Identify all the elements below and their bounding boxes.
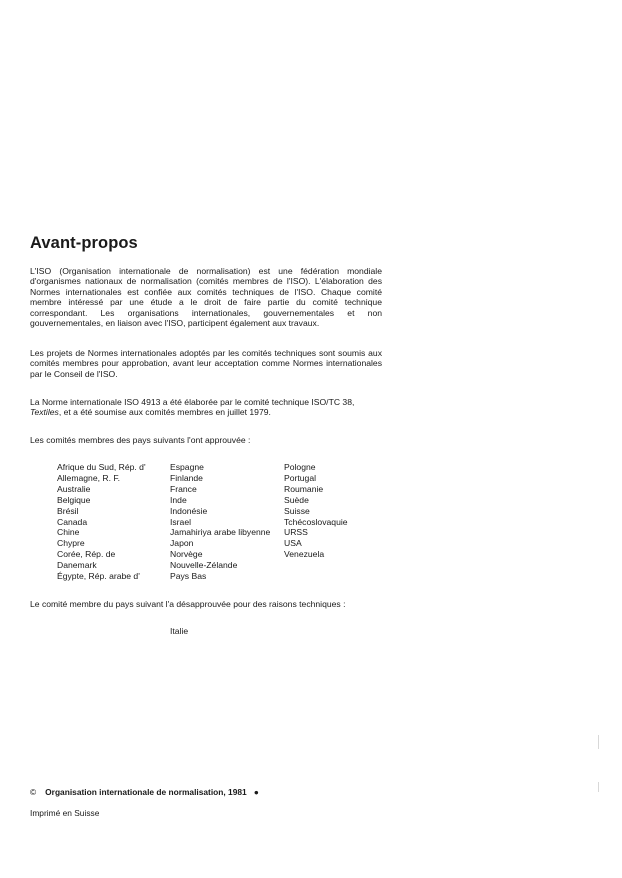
country-item: Roumanie (284, 483, 324, 494)
scan-edge-mark (598, 782, 599, 792)
country-item: Danemark (57, 560, 97, 571)
country-item: Finlande (170, 472, 203, 483)
country-item: Égypte, Rép. arabe d' (57, 571, 140, 582)
country-item: Afrique du Sud, Rép. d' (57, 462, 146, 472)
page-heading: Avant-propos (30, 234, 138, 252)
country-item: Nouvelle-Zélande (170, 560, 238, 571)
country-item: Brésil (57, 505, 79, 516)
country-item: Pays Bas (170, 571, 207, 582)
country-item: Chypre (57, 538, 85, 549)
approvers-intro: Les comités membres des pays suivants l'ont approuvée : (30, 435, 251, 445)
bullet-icon: ● (253, 787, 259, 797)
country-item: Japon (170, 538, 194, 549)
disapproving-country: Italie (170, 626, 189, 636)
country-item: Suisse (284, 505, 310, 516)
country-item: Israel (170, 516, 192, 527)
origin-text-end: , et a été soumise aux comités membres en juillet 1979. (58, 407, 271, 418)
country-column-3 (284, 462, 348, 560)
country-item: Jamahiriya arabe libyenne (170, 527, 271, 538)
country-item: Chine (57, 527, 80, 538)
country-item: URSS (284, 527, 308, 538)
country-item: Suède (284, 494, 309, 505)
approval-paragraph: Les projets de Normes internationales adoptés par les comités techniques sont soumis aux comités membres pour approbation, avant leur acceptation comme Normes internationales par le Conseil de l'ISO. (30, 348, 382, 379)
copyright-text: Organisation internationale de normalisation, 1981 (45, 787, 247, 797)
country-item: Indonésie (170, 505, 208, 516)
country-item: Belgique (57, 494, 91, 505)
country-item: Canada (57, 516, 88, 527)
country-item: Allemagne, R. F. (57, 472, 121, 483)
copyright-icon: © (30, 787, 37, 797)
country-item: Portugal (284, 472, 317, 483)
printed-in: Imprimé en Suisse (30, 808, 100, 818)
country-column-1 (57, 462, 146, 582)
country-item: France (170, 483, 197, 494)
committee-name: Textiles (30, 407, 59, 418)
scan-edge-mark (598, 735, 599, 749)
country-item: Norvège (170, 549, 203, 560)
country-item: Corée, Rép. de (57, 549, 116, 560)
origin-text-start: La Norme internationale ISO 4913 a été élaborée par le comité technique ISO/TC 38, (30, 397, 355, 407)
country-item: Pologne (284, 462, 316, 472)
country-item: Venezuela (284, 549, 325, 560)
country-item: USA (284, 538, 302, 549)
disapprovers-intro: Le comité membre du pays suivant l'a désapprouvée pour des raisons techniques : (30, 599, 346, 609)
country-item: Inde (170, 494, 187, 505)
country-item: Australie (57, 483, 91, 494)
intro-paragraph: L'ISO (Organisation internationale de normalisation) est une fédération mondiale d'organismes nationaux de normalisation (comités membres de l'ISO). L'élaboration des Normes internationales est confiée aux comités techniques de l'ISO. Chaque comité membre intéressé par une étude a le droit de faire partie du comité technique correspondant. Les organisations internationales, gouvernementales et non gouvernementales, en liaison avec l'ISO, participent également aux travaux. (30, 266, 382, 329)
country-item: Espagne (170, 462, 204, 472)
country-column-2 (170, 462, 270, 582)
standard-origin-paragraph (30, 397, 382, 418)
copyright-footer (30, 787, 259, 797)
country-item: Tchécoslovaquie (284, 516, 348, 527)
